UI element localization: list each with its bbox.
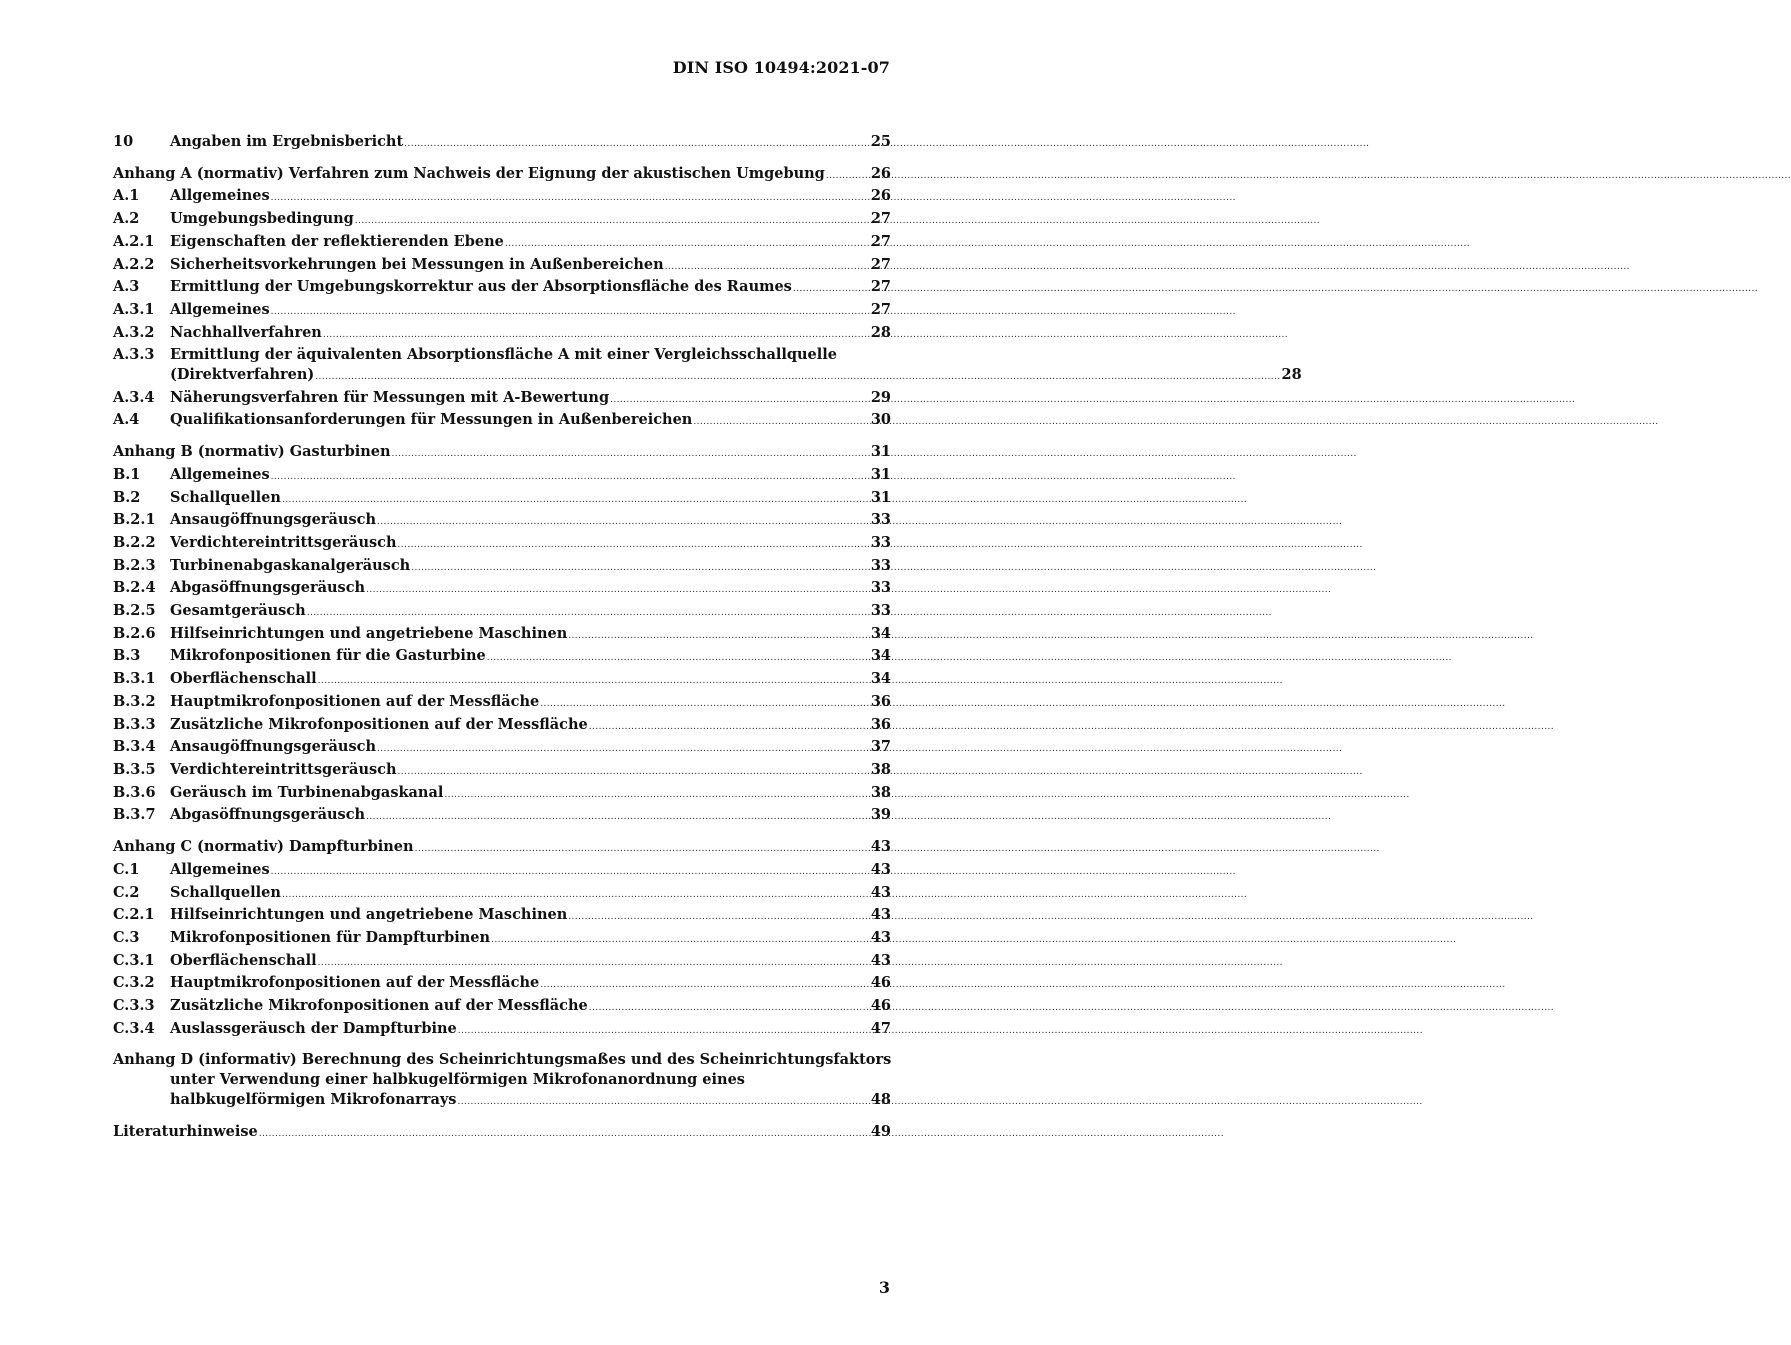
toc-entry-content — [170, 255, 891, 278]
dot-leader — [404, 135, 870, 155]
table-of-contents — [113, 132, 1302, 1153]
toc-entry-annex[interactable] — [113, 837, 891, 860]
toc-group — [113, 132, 891, 155]
toc-entry-number: B.3.4 — [113, 738, 156, 756]
toc-entry-page: 27 — [870, 278, 891, 296]
toc-entry-title: Allgemeines — [170, 465, 270, 483]
toc-entry-content — [170, 388, 891, 411]
toc-entry-page: 31 — [870, 465, 891, 483]
toc-entry-title: Zusätzliche Mikrofonpositionen auf der Messfläche — [170, 715, 588, 733]
toc-entry-content — [170, 692, 891, 715]
toc-entry-title: Abgasöffnungsgeräusch — [170, 806, 366, 824]
toc-entry-content — [170, 488, 891, 511]
toc-entry-last-line — [113, 1090, 891, 1113]
dot-leader — [665, 258, 870, 278]
toc-entry-title: Näherungsverfahren für Messungen mit A-Bewertung — [170, 388, 610, 406]
toc-entry-title: Hilfseinrichtungen und angetriebene Maschinen — [170, 906, 568, 924]
toc-entry-title: Allgemeines — [170, 860, 270, 878]
toc-entry-title: Gesamtgeräusch — [170, 602, 306, 620]
toc-entry[interactable] — [113, 783, 891, 806]
toc-entry-number: A.4 — [113, 411, 140, 429]
toc-entry-content — [170, 928, 891, 951]
toc-entry[interactable] — [113, 578, 891, 601]
toc-entry-page: 26 — [870, 187, 891, 205]
toc-entry-content — [170, 646, 891, 669]
toc-entry[interactable] — [113, 465, 891, 488]
dot-leader — [398, 536, 870, 556]
toc-entry-title: Mikrofonpositionen für die Gasturbine — [170, 647, 486, 665]
toc-entry[interactable] — [113, 345, 1302, 387]
toc-entry-number: B.2.5 — [113, 602, 156, 620]
toc-entry-number: B.3.2 — [113, 692, 156, 710]
dot-leader — [377, 740, 870, 760]
dot-leader — [366, 581, 870, 601]
toc-entry[interactable] — [113, 905, 891, 928]
toc-entry-content — [170, 410, 891, 433]
dot-leader — [271, 303, 870, 323]
dot-leader — [444, 786, 869, 806]
toc-entry-page: 33 — [870, 556, 891, 574]
toc-entry-page: 49 — [870, 1122, 891, 1140]
dot-leader — [315, 368, 1280, 388]
toc-entry-title: Nachhallverfahren — [170, 323, 322, 341]
dot-leader — [693, 413, 869, 433]
toc-entry-title: Turbinenabgaskanalgeräusch — [170, 556, 411, 574]
dot-leader — [411, 559, 870, 579]
toc-entry-content — [170, 186, 891, 209]
toc-entry-page: 27 — [870, 255, 891, 273]
toc-entry-content — [170, 323, 891, 346]
toc-entry-title: Verdichtereintrittsgeräusch — [170, 533, 397, 551]
toc-entry-title-line: (Direktverfahren) — [170, 366, 315, 384]
toc-entry[interactable] — [113, 556, 891, 579]
toc-entry[interactable] — [113, 669, 891, 692]
toc-entry-number: B.2.3 — [113, 556, 156, 574]
dot-leader — [366, 808, 870, 828]
toc-entry-content — [113, 1122, 891, 1145]
toc-entry-number: C.2 — [113, 883, 140, 901]
dot-leader — [610, 391, 870, 411]
toc-group — [113, 164, 1302, 433]
toc-entry-page: 47 — [870, 1019, 891, 1037]
toc-entry-page: 46 — [870, 974, 891, 992]
toc-entry[interactable] — [113, 255, 891, 278]
dot-leader — [589, 999, 870, 1019]
dot-leader — [540, 976, 870, 996]
toc-entry-title: Allgemeines — [170, 300, 270, 318]
toc-entry-content — [170, 860, 891, 883]
dot-leader — [318, 672, 870, 692]
dot-leader — [307, 604, 870, 624]
toc-entry-content — [170, 232, 891, 255]
toc-entry-content — [170, 209, 891, 232]
toc-entry-number: A.3.4 — [113, 388, 155, 406]
toc-entry-content — [113, 442, 891, 465]
toc-entry[interactable] — [113, 1019, 891, 1042]
toc-entry[interactable] — [113, 715, 891, 738]
toc-entry-number: C.1 — [113, 860, 140, 878]
dot-leader — [355, 212, 870, 232]
toc-entry-content — [170, 905, 891, 928]
toc-entry-page: 43 — [870, 860, 891, 878]
toc-entry-page: 33 — [870, 579, 891, 597]
dot-leader — [487, 649, 870, 669]
toc-entry-content — [170, 510, 891, 533]
toc-entry-title: Oberflächenschall — [170, 951, 317, 969]
dot-leader — [793, 280, 870, 300]
toc-entry-content — [170, 805, 891, 828]
toc-entry-page: 43 — [870, 883, 891, 901]
toc-entry[interactable] — [113, 692, 891, 715]
toc-entry-page: 38 — [870, 783, 891, 801]
toc-entry[interactable] — [113, 601, 891, 624]
toc-entry[interactable] — [113, 805, 891, 828]
toc-entry-title: Eigenschaften der reflektierenden Ebene — [170, 232, 504, 250]
toc-entry[interactable] — [113, 132, 891, 155]
dot-leader — [282, 491, 870, 511]
toc-entry-number: B.2.4 — [113, 579, 156, 597]
toc-entry-number: C.3.3 — [113, 997, 155, 1015]
toc-entry-page: 39 — [870, 806, 891, 824]
toc-entry-number: A.2.1 — [113, 232, 155, 250]
toc-entry-number: 10 — [113, 133, 134, 150]
dot-leader — [323, 326, 870, 346]
toc-entry[interactable] — [113, 488, 891, 511]
dot-leader — [415, 840, 870, 860]
dot-leader — [259, 1125, 870, 1145]
toc-entry-content — [170, 465, 891, 488]
toc-entry-number: B.1 — [113, 465, 141, 483]
toc-entry-title: Hauptmikrofonpositionen auf der Messfläche — [170, 974, 540, 992]
toc-entry-number: A.3.1 — [113, 300, 155, 318]
toc-entry-number: B.3.1 — [113, 670, 156, 688]
toc-entry-content — [170, 132, 891, 155]
toc-entry[interactable] — [113, 209, 891, 232]
toc-entry-number: C.3.2 — [113, 974, 155, 992]
dot-leader — [271, 863, 870, 883]
dot-leader — [392, 445, 870, 465]
toc-entry-page: 33 — [870, 602, 891, 620]
toc-entry-page: 43 — [870, 951, 891, 969]
toc-entry-number: A.3.3 — [113, 346, 155, 364]
toc-entry-page: 33 — [870, 511, 891, 529]
toc-entry[interactable] — [113, 533, 891, 556]
toc-entry[interactable] — [113, 760, 891, 783]
toc-entry-number: B.2 — [113, 488, 141, 506]
toc-entry-annex[interactable] — [113, 442, 891, 465]
toc-entry-title-line: Anhang D (informativ) Berechnung des Scheinrichtungsmaßes und des Scheinrichtungsfaktors — [113, 1051, 892, 1069]
dot-leader — [589, 718, 870, 738]
toc-entry[interactable] — [113, 928, 891, 951]
toc-entry[interactable] — [113, 232, 891, 255]
toc-entry-content — [170, 973, 891, 996]
toc-entry-content — [170, 556, 891, 579]
dot-leader — [826, 167, 870, 187]
toc-entry-number: C.3.4 — [113, 1019, 155, 1037]
toc-entry-content — [170, 277, 891, 300]
toc-entry-page: 46 — [870, 997, 891, 1015]
dot-leader — [271, 189, 870, 209]
toc-entry-title: Sicherheitsvorkehrungen bei Messungen in Außenbereichen — [170, 255, 664, 273]
toc-entry-title: Anhang C (normativ) Dampfturbinen — [113, 838, 414, 856]
toc-entry-title: Umgebungsbedingung — [170, 210, 354, 228]
toc-entry-title: Mikrofonpositionen für Dampfturbinen — [170, 928, 491, 946]
toc-entry-title-line: halbkugelförmigen Mikrofonarrays — [170, 1090, 457, 1108]
toc-entry-page: 27 — [870, 300, 891, 318]
toc-entry[interactable] — [113, 973, 891, 996]
toc-entry-title: Schallquellen — [170, 883, 281, 901]
toc-entry[interactable] — [113, 646, 891, 669]
toc-entry-page: 26 — [870, 164, 891, 182]
toc-entry-number: B.2.2 — [113, 533, 156, 551]
toc-entry-content — [170, 345, 1302, 387]
toc-entry[interactable] — [113, 410, 891, 433]
toc-entry-content — [170, 996, 891, 1019]
page-number: 3 — [878, 1278, 890, 1297]
toc-entry-number: B.3.6 — [113, 783, 156, 801]
toc-entry-page: 43 — [870, 928, 891, 946]
toc-entry-number: A.1 — [113, 187, 140, 205]
toc-entry-content — [170, 669, 891, 692]
toc-entry-content — [170, 883, 891, 906]
toc-entry[interactable] — [113, 860, 891, 883]
toc-entry[interactable] — [113, 300, 891, 323]
dot-leader — [318, 954, 870, 974]
toc-entry-content — [170, 783, 891, 806]
toc-entry-page: 36 — [870, 692, 891, 710]
dot-leader — [568, 627, 870, 647]
dot-leader — [282, 886, 870, 906]
toc-entry-content — [170, 601, 891, 624]
toc-entry-page: 34 — [870, 670, 891, 688]
toc-entry-number: A.2.2 — [113, 255, 155, 273]
toc-entry-content — [170, 715, 891, 738]
toc-entry-page: 38 — [870, 760, 891, 778]
toc-entry-number: C.2.1 — [113, 906, 155, 924]
toc-entry-title: Anhang A (normativ) Verfahren zum Nachweis der Eignung der akustischen Umgebung — [113, 164, 825, 182]
toc-entry-content — [170, 624, 891, 647]
toc-entry-title: Abgasöffnungsgeräusch — [170, 579, 366, 597]
toc-entry-number: B.2.1 — [113, 511, 156, 529]
toc-entry-title: Hilfseinrichtungen und angetriebene Maschinen — [170, 624, 568, 642]
toc-entry-number: A.3 — [113, 278, 140, 296]
toc-entry-content — [170, 951, 891, 974]
dot-leader — [491, 931, 870, 951]
toc-group — [113, 1050, 891, 1112]
toc-entry-page: 48 — [870, 1090, 891, 1108]
toc-entry-page: 28 — [1281, 366, 1302, 384]
toc-entry-content — [113, 164, 891, 187]
toc-entry-title: Verdichtereintrittsgeräusch — [170, 760, 397, 778]
toc-entry-title: Anhang B (normativ) Gasturbinen — [113, 443, 391, 461]
toc-entry-title: Auslassgeräusch der Dampfturbine — [170, 1019, 457, 1037]
toc-entry[interactable] — [113, 510, 891, 533]
toc-entry-number: B.3.5 — [113, 760, 156, 778]
toc-entry-page: 25 — [870, 133, 891, 150]
toc-entry-title: Hauptmikrofonpositionen auf der Messfläche — [170, 692, 540, 710]
toc-entry-page: 36 — [870, 715, 891, 733]
toc-entry-title: Ansaugöffnungsgeräusch — [170, 511, 377, 529]
toc-entry-content — [170, 533, 891, 556]
toc-entry-number: B.2.6 — [113, 624, 156, 642]
toc-entry-page: 43 — [870, 838, 891, 856]
toc-entry[interactable] — [113, 388, 891, 411]
toc-entry-page: 30 — [870, 411, 891, 429]
toc-entry-content — [170, 737, 891, 760]
toc-entry-content — [113, 837, 891, 860]
toc-entry-number: A.3.2 — [113, 323, 155, 341]
toc-entry-title: Ermittlung der Umgebungskorrektur aus der Absorptionsfläche des Raumes — [170, 278, 792, 296]
toc-entry-page: 27 — [870, 232, 891, 250]
toc-entry[interactable] — [113, 951, 891, 974]
toc-group — [113, 1122, 891, 1145]
toc-entry[interactable] — [113, 277, 891, 300]
dot-leader — [271, 468, 870, 488]
toc-entry-content — [170, 300, 891, 323]
toc-entry-page: 34 — [870, 624, 891, 642]
toc-entry-title-line: unter Verwendung einer halbkugelförmigen Mikrofonanordnung eines — [170, 1071, 745, 1089]
toc-entry-page: 34 — [870, 647, 891, 665]
toc-entry-page: 31 — [870, 443, 891, 461]
toc-entry-title: Schallquellen — [170, 488, 281, 506]
toc-entry-title: Literaturhinweise — [113, 1122, 258, 1140]
toc-entry-title: Qualifikationsanforderungen für Messungen in Außenbereichen — [170, 411, 693, 429]
toc-entry-title-line: Ermittlung der äquivalenten Absorptionsfläche A mit einer Vergleichsschallquelle — [170, 346, 838, 364]
toc-entry[interactable] — [113, 737, 891, 760]
toc-entry[interactable] — [113, 624, 891, 647]
toc-entry-annex[interactable] — [113, 164, 891, 187]
toc-entry-title: Zusätzliche Mikrofonpositionen auf der Messfläche — [170, 997, 588, 1015]
toc-entry-title: Allgemeines — [170, 187, 270, 205]
toc-entry-annex[interactable] — [113, 1122, 891, 1145]
dot-leader — [540, 695, 870, 715]
toc-entry[interactable] — [113, 996, 891, 1019]
toc-entry-page: 28 — [870, 323, 891, 341]
dot-leader — [377, 513, 870, 533]
toc-entry-content — [170, 1019, 891, 1042]
dot-leader — [458, 1022, 870, 1042]
toc-entry-content — [170, 760, 891, 783]
toc-entry-page: 37 — [870, 738, 891, 756]
toc-entry-number: B.3.7 — [113, 806, 156, 824]
toc-entry-title: Angaben im Ergebnisbericht — [170, 133, 404, 150]
dot-leader — [568, 908, 870, 928]
toc-entry-number: C.3.1 — [113, 951, 155, 969]
toc-entry-page: 27 — [870, 210, 891, 228]
toc-entry-number: A.2 — [113, 210, 140, 228]
toc-entry-title: Geräusch im Turbinenabgaskanal — [170, 783, 444, 801]
toc-group — [113, 837, 891, 1041]
dot-leader — [505, 235, 870, 255]
toc-entry-number: B.3.3 — [113, 715, 156, 733]
toc-entry-title: Ansaugöffnungsgeräusch — [170, 738, 377, 756]
toc-entry[interactable] — [113, 883, 891, 906]
toc-entry-page: 33 — [870, 533, 891, 551]
toc-entry-title: Oberflächenschall — [170, 670, 317, 688]
toc-entry[interactable] — [113, 323, 891, 346]
toc-entry-number: C.3 — [113, 928, 140, 946]
document-id-header: DIN ISO 10494:2021-07 — [672, 58, 890, 77]
toc-entry-content — [170, 578, 891, 601]
toc-entry-last-line — [170, 365, 1302, 388]
toc-entry-page: 31 — [870, 488, 891, 506]
dot-leader — [457, 1093, 869, 1113]
toc-entry-annex[interactable] — [113, 1050, 891, 1112]
dot-leader — [398, 763, 870, 783]
toc-entry-page: 43 — [870, 906, 891, 924]
toc-entry-number: B.3 — [113, 647, 141, 665]
toc-group — [113, 442, 891, 828]
toc-entry-page: 29 — [870, 388, 891, 406]
toc-entry[interactable] — [113, 186, 891, 209]
